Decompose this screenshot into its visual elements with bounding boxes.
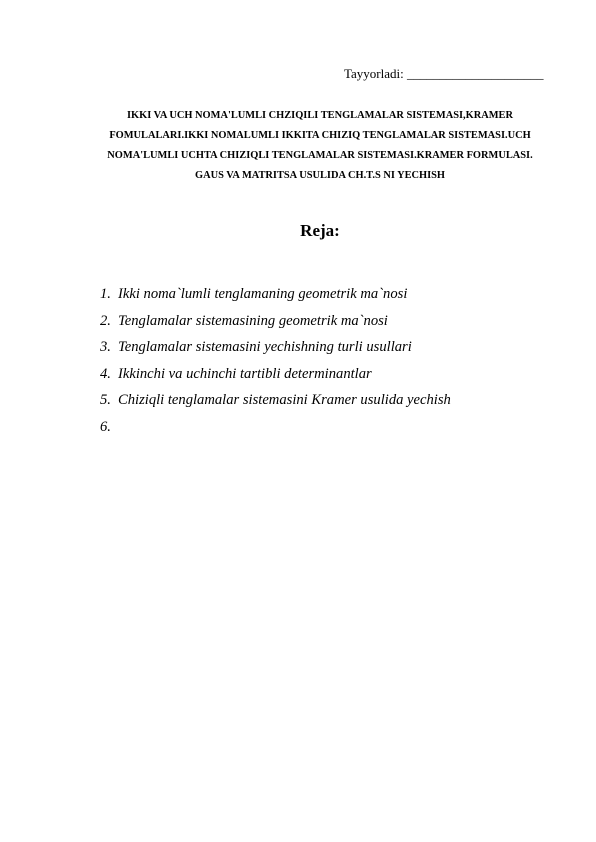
title-line: GAUS VA MATRITSA USULIDA CH.T.S NI YECHISH (194, 170, 445, 181)
document-title (60, 106, 580, 186)
plan-item-number: 2. (100, 312, 111, 329)
plan-heading: Reja: (300, 221, 340, 240)
plan-item (100, 308, 451, 335)
prepared-by-line: Tayyorladi: _____________________ (344, 66, 544, 81)
plan-item (100, 361, 451, 388)
plan-item-number: 5. (100, 392, 111, 408)
plan-item (100, 414, 451, 441)
plan-item-text: Ikki noma`lumli tenglamaning geometrik ma`nosi (118, 286, 408, 302)
plan-list (100, 281, 451, 440)
title-line: FOMULALARI.IKKI NOMALUMLI IKKITA CHIZIQ TENGLAMALAR SISTEMASI.UCH (109, 130, 531, 141)
plan-item-number: 1. (100, 286, 111, 302)
plan-item (100, 334, 451, 361)
title-line: IKKI VA UCH NOMA'LUMLI CHZIQILI TENGLAMALAR SISTEMASI,KRAMER (127, 110, 513, 121)
plan-item-number: 4. (100, 365, 111, 382)
plan-item-number: 6. (100, 418, 111, 435)
plan-item-number: 3. (100, 339, 111, 355)
plan-item (100, 281, 451, 308)
plan-item-text: Tenglamalar sistemasini yechishning turli usullari (118, 339, 412, 355)
plan-item (100, 387, 451, 414)
title-line: NOMA'LUMLI UCHTA CHIZIQLI TENGLAMALAR SISTEMASI.KRAMER FORMULASI. (107, 150, 533, 161)
plan-item-text: Ikkinchi va uchinchi tartibli determinantlar (118, 365, 372, 382)
plan-item-text: Chiziqli tenglamalar sistemasini Kramer usulida yechish (118, 392, 451, 408)
plan-item-text: Tenglamalar sistemasining geometrik ma`nosi (118, 312, 388, 329)
